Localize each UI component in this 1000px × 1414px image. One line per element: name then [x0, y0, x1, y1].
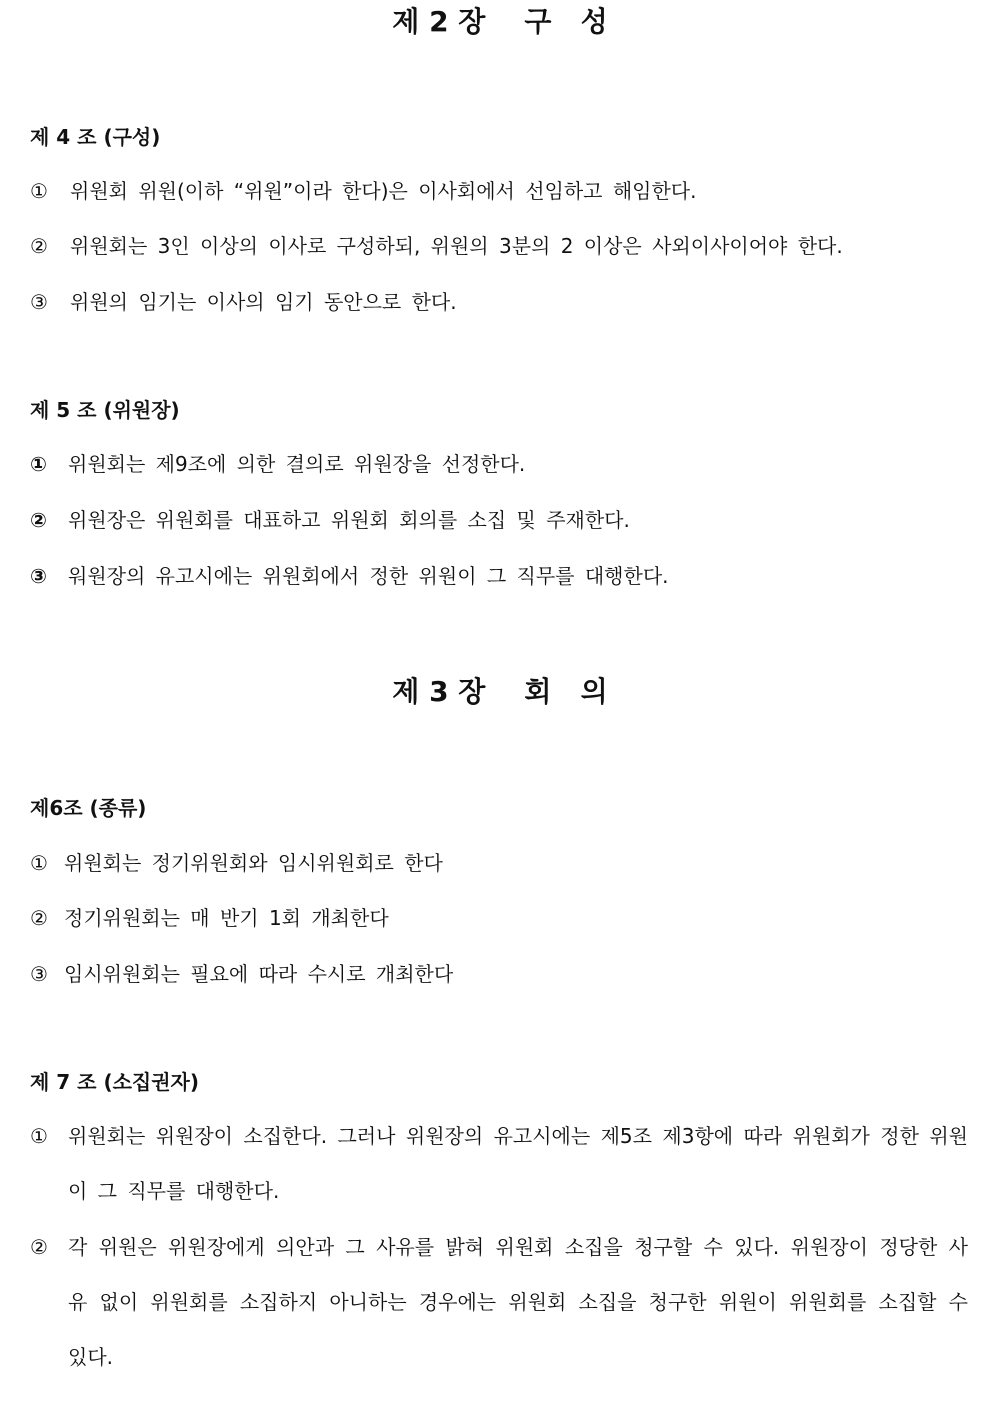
- list-item: [30, 1109, 968, 1219]
- item-number: ①: [30, 179, 48, 203]
- article-heading-5: 제 5 조 (위원장): [30, 398, 180, 422]
- item-text: 위원회는 정기위원회와 임시위원회로 한다: [64, 851, 443, 875]
- item-text: 임시위원회는 필요에 따라 수시로 개최한다: [64, 962, 454, 986]
- article-heading-4: 제 4 조 (구성): [30, 125, 161, 149]
- item-number: ③: [30, 290, 48, 314]
- item-text: 워원장의 유고시에는 위원회에서 정한 위원이 그 직무를 대행한다.: [68, 564, 669, 588]
- item-text: 위원회는 3인 이상의 이사로 구성하되, 위원의 3분의 2 이상은 사외이사이어야 한다.: [70, 234, 843, 258]
- item-text: 위원회 위원(이하 “위원”이라 한다)은 이사회에서 선임하고 해임한다.: [70, 179, 697, 203]
- item-number: ①: [30, 851, 48, 875]
- item-text: 위원회는 제9조에 의한 결의로 위원장을 선정한다.: [68, 452, 526, 476]
- chapter-title-3: 제 3 장 회 의: [392, 675, 608, 708]
- item-number: ③: [30, 564, 47, 588]
- chapter-title-2: 제 2 장 구 성: [392, 5, 608, 38]
- item-number: ①: [30, 452, 47, 476]
- list-item: [30, 164, 968, 219]
- list-item: [30, 275, 968, 330]
- list-item: [30, 493, 968, 548]
- list-item: [30, 891, 968, 946]
- item-text: 각 위원은 위원장에게 의안과 그 사유를 밝혀 위원회 소집을 청구할 수 있다. 위원장이 정당한 사유 없이 위원회를 소집하지 아니하는 경우에는 위원회 소집을 청구한 위원이 위원회를 소집할 수 있다.: [68, 1235, 968, 1369]
- item-text: 위원장은 위원회를 대표하고 위원회 회의를 소집 및 주재한다.: [68, 508, 630, 532]
- item-text: 정기위원회는 매 반기 1회 개최한다: [64, 906, 389, 930]
- article-heading-6: 제6조 (종류): [30, 796, 147, 820]
- list-item: [30, 219, 968, 274]
- item-text: 위원의 임기는 이사의 임기 동안으로 한다.: [70, 290, 457, 314]
- list-item: [30, 836, 968, 891]
- item-number: ②: [30, 234, 48, 258]
- article-heading-7: 제 7 조 (소집권자): [30, 1070, 200, 1094]
- item-number: ③: [30, 962, 48, 986]
- item-number: ②: [30, 508, 47, 532]
- list-item: [30, 947, 968, 1002]
- list-item: [30, 549, 968, 604]
- list-item: [30, 1220, 968, 1385]
- item-number: ②: [30, 906, 48, 930]
- list-item: [30, 437, 968, 492]
- item-number: ②: [30, 1235, 48, 1259]
- item-text: 위원회는 위원장이 소집한다. 그러나 위원장의 유고시에는 제5조 제3항에 따라 위원회가 정한 위원이 그 직무를 대행한다.: [68, 1124, 968, 1203]
- item-number: ①: [30, 1124, 48, 1148]
